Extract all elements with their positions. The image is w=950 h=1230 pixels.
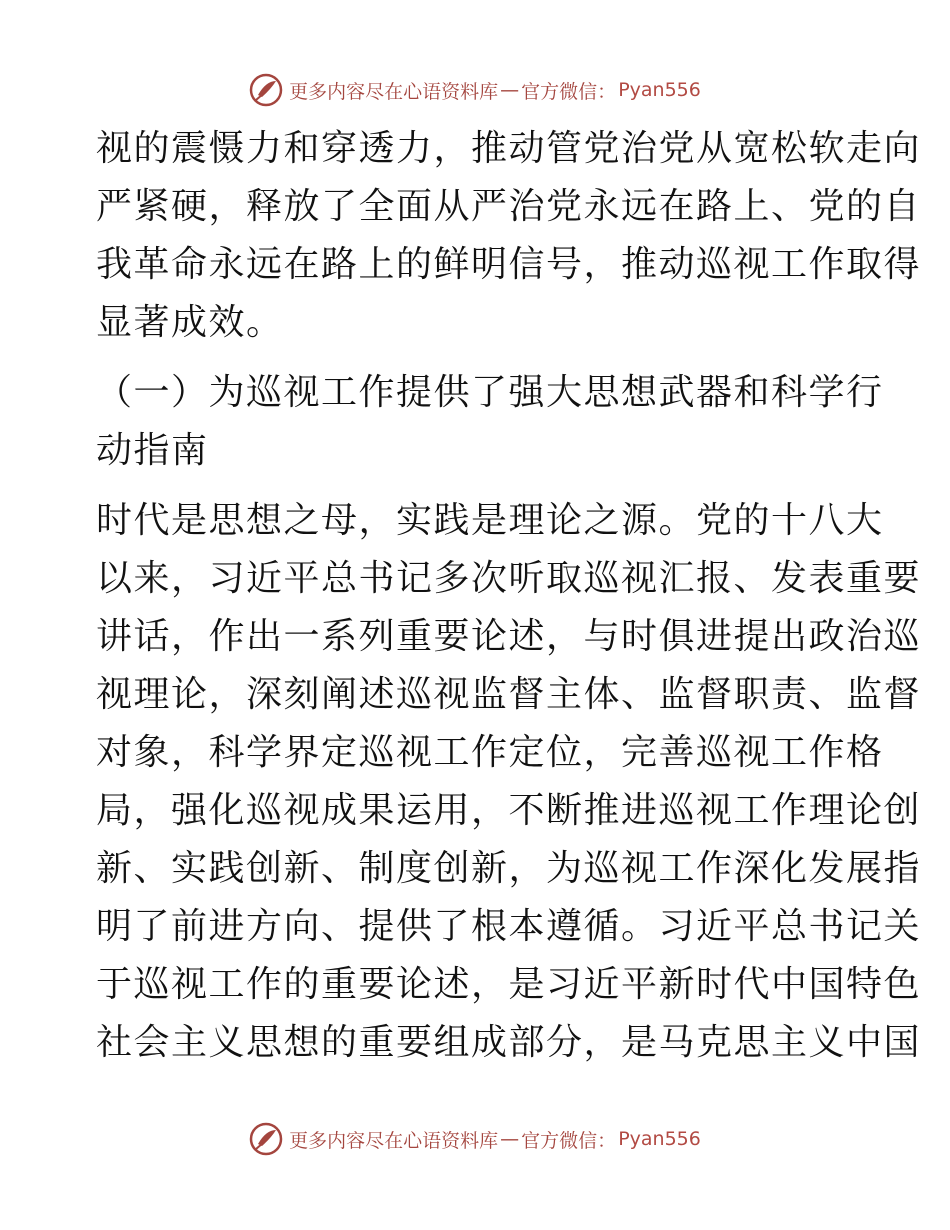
paragraph-1-line: 视的震慑力和穿透力，推动管党治党从宽松软走向 <box>96 128 922 169</box>
watermark-wechat-id: Pyan556 <box>618 79 701 101</box>
section-heading-line: （一）为巡视工作提供了强大思想武器和科学行 <box>96 372 884 413</box>
paragraph-2-line: 明了前进方向、提供了根本遵循。习近平总书记关 <box>96 906 922 947</box>
watermark-label: 官方微信： <box>521 1129 617 1152</box>
header-watermark <box>0 70 950 110</box>
paragraph-gap <box>96 352 856 364</box>
document-body <box>96 120 922 1072</box>
book-quill-logo-icon <box>249 1122 283 1156</box>
footer-watermark <box>0 1119 950 1159</box>
paragraph-2-line: 以来，习近平总书记多次听取巡视汇报、发表重要 <box>96 558 922 599</box>
paragraph-2-line: 时代是思想之母，实践是理论之源。党的十八大 <box>96 500 884 541</box>
watermark-label: 官方微信： <box>521 80 617 103</box>
paragraph-2-line: 讲话，作出一系列重要论述，与时俱进提出政治巡 <box>96 616 922 657</box>
watermark-main-text: 更多内容尽在心语资料库 <box>289 1129 499 1152</box>
watermark-separator: — <box>500 1128 520 1150</box>
paragraph-2-line: 新、实践创新、制度创新，为巡视工作深化发展指 <box>96 848 922 889</box>
paragraph-gap <box>96 480 856 492</box>
paragraph-2-line: 于巡视工作的重要论述，是习近平新时代中国特色 <box>96 964 922 1005</box>
section-heading-line: 动指南 <box>96 430 209 471</box>
paragraph-1-line: 显著成效。 <box>96 302 284 343</box>
watermark-main-text: 更多内容尽在心语资料库 <box>289 80 499 103</box>
paragraph-1-line: 严紧硬，释放了全面从严治党永远在路上、党的自 <box>96 186 922 227</box>
watermark-wechat-id: Pyan556 <box>618 1128 701 1150</box>
book-quill-logo-icon <box>249 73 283 107</box>
paragraph-2-line: 对象，科学界定巡视工作定位，完善巡视工作格 <box>96 732 884 773</box>
paragraph-2-line: 局，强化巡视成果运用，不断推进巡视工作理论创 <box>96 790 922 831</box>
paragraph-2-line: 社会主义思想的重要组成部分，是马克思主义中国 <box>96 1022 922 1063</box>
watermark-separator: — <box>500 79 520 101</box>
paragraph-1-line: 我革命永远在路上的鲜明信号，推动巡视工作取得 <box>96 244 922 285</box>
paragraph-2-line: 视理论，深刻阐述巡视监督主体、监督职责、监督 <box>96 674 922 715</box>
